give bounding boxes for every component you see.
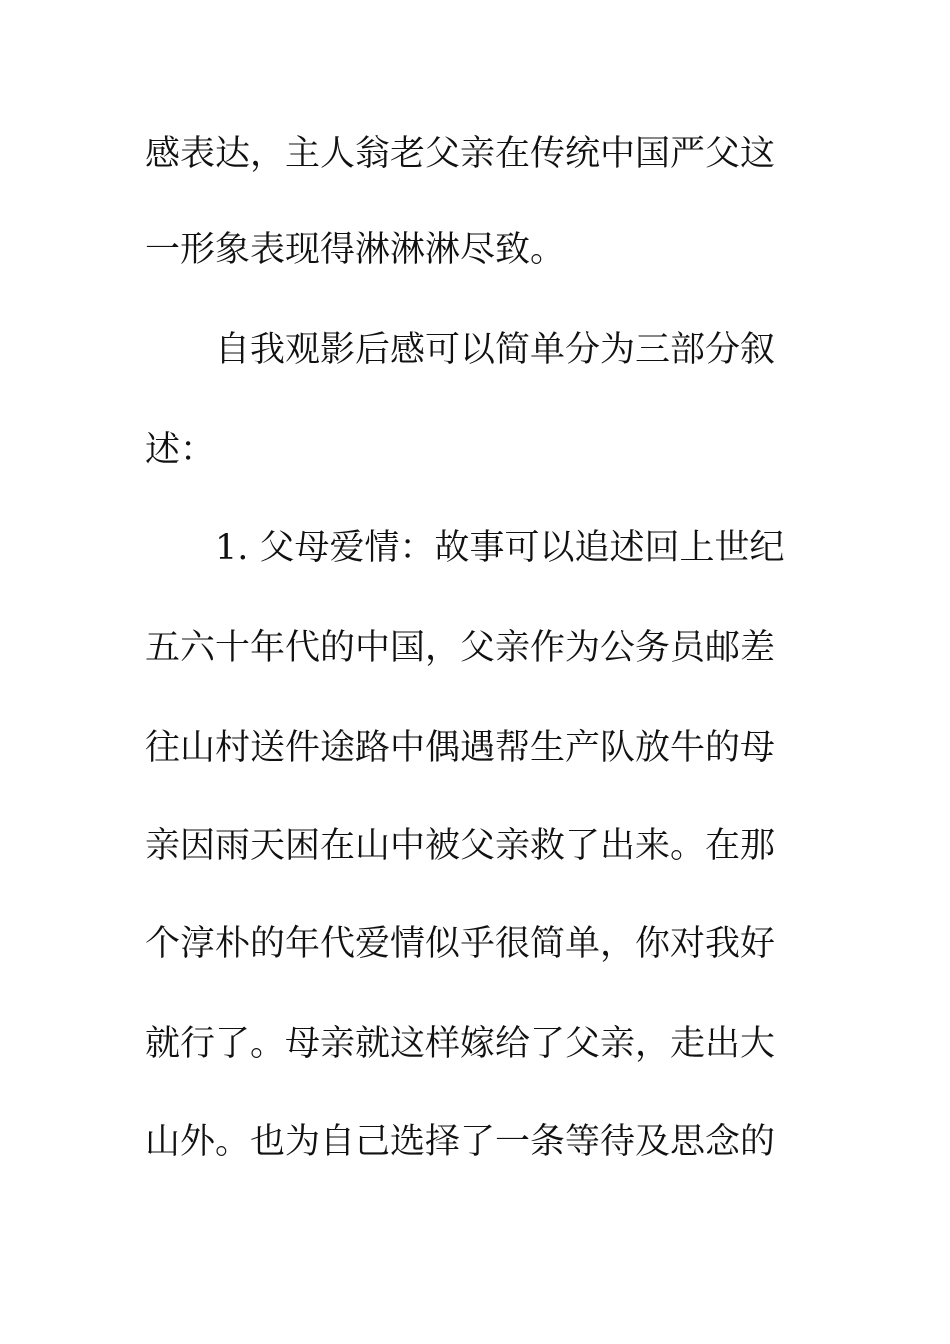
text-line: 一形象表现得淋淋淋尽致。 [145, 230, 566, 270]
list-item-line: 1. 父母爱情：故事可以追述回上世纪 [215, 528, 785, 568]
text-line: 就行了。母亲就这样嫁给了父亲，走出大 [145, 1024, 776, 1064]
text-line: 个淳朴的年代爱情似乎很简单，你对我好 [145, 924, 776, 964]
text-line: 五六十年代的中国，父亲作为公务员邮差 [145, 628, 776, 668]
paragraph-start-line: 自我观影后感可以简单分为三部分叙 [215, 330, 776, 370]
text-line: 山外。也为自己选择了一条等待及思念的 [145, 1122, 776, 1162]
text-line: 感表达，主人翁老父亲在传统中国严父这 [145, 134, 776, 174]
text-line: 往山村送件途路中偶遇帮生产队放牛的母 [145, 728, 776, 768]
text-line: 亲因雨天困在山中被父亲救了出来。在那 [145, 826, 776, 866]
text-line: 述： [145, 430, 216, 470]
